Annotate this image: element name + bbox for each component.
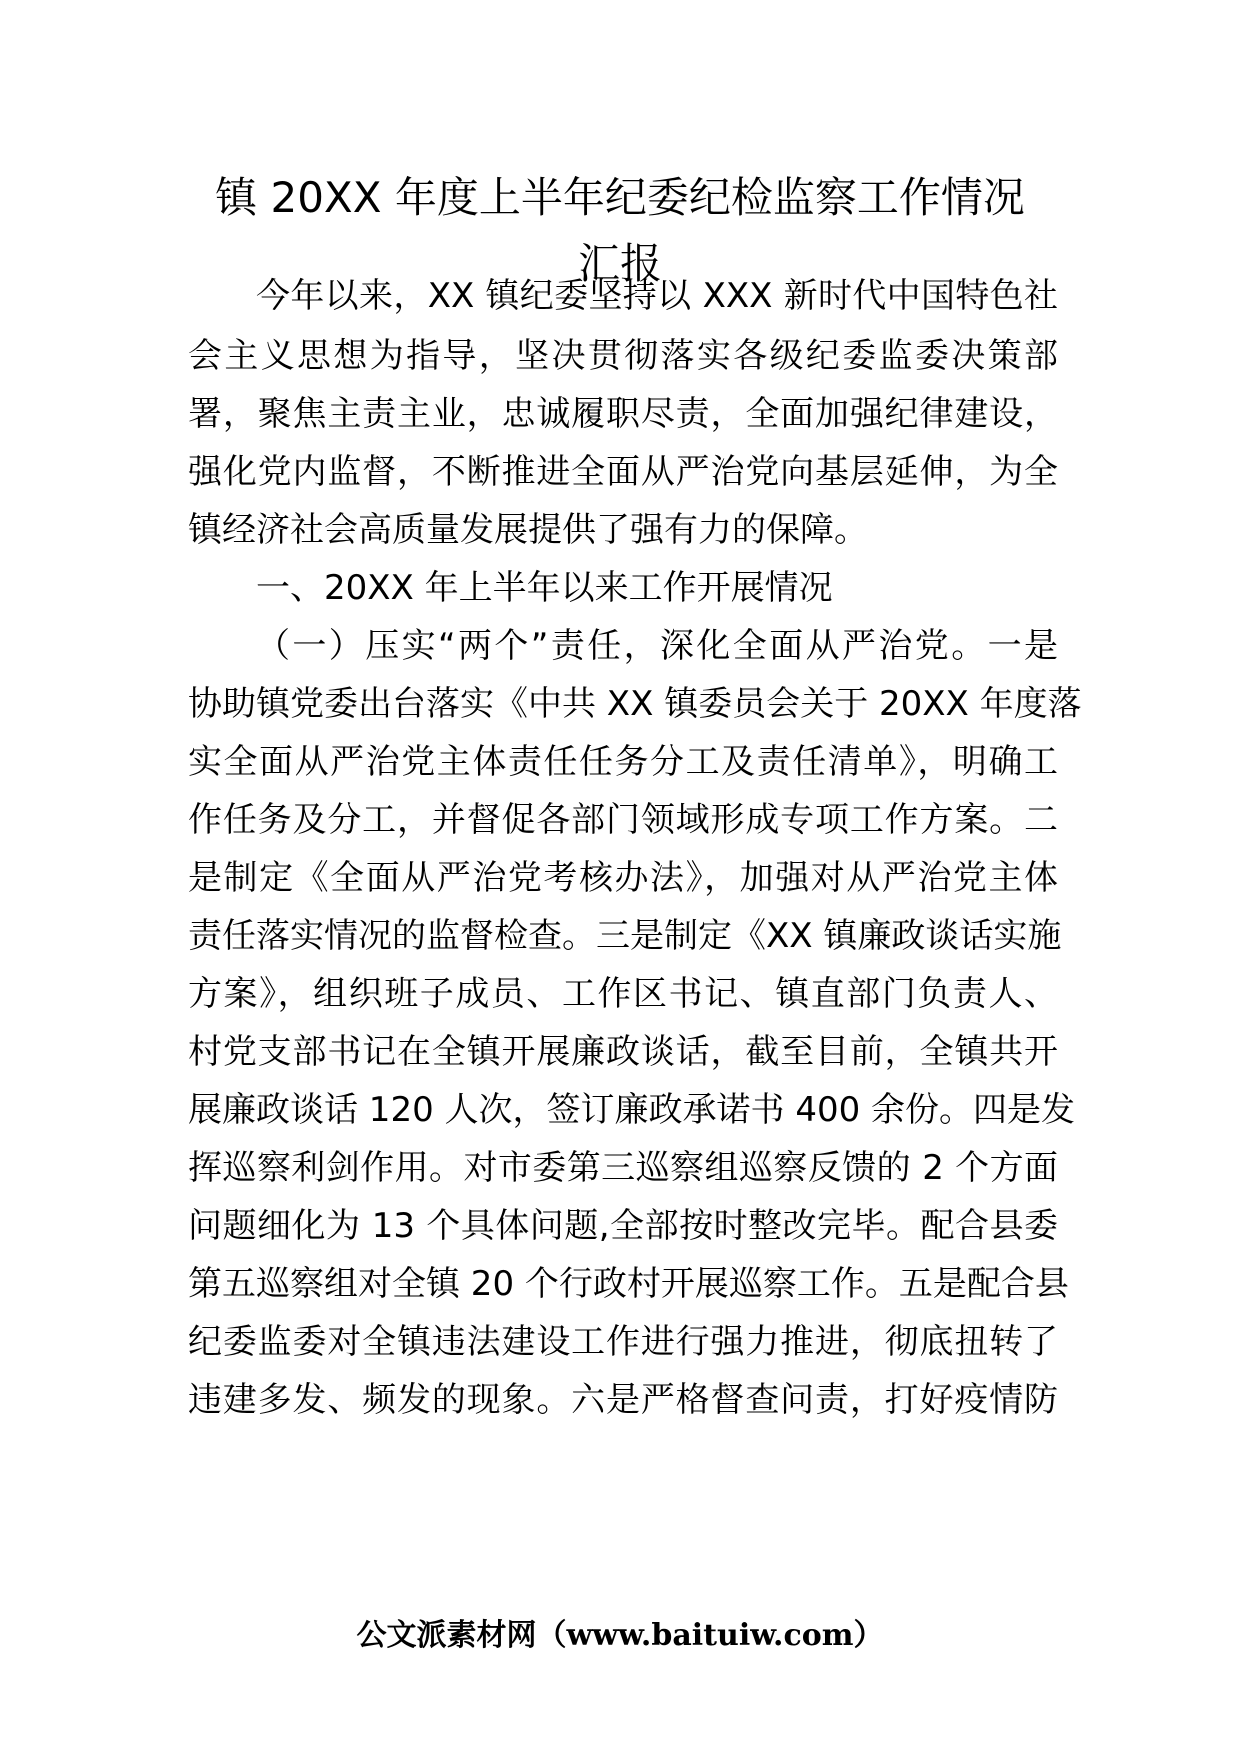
body-line: 是制定《全面从严治党考核办法》，加强对从严治党主体 <box>188 858 1058 898</box>
body-line: 村党支部书记在全镇开展廉政谈话，截至目前，全镇共开 <box>188 1032 1058 1072</box>
footer-watermark: 公文派素材网（www.baituiw.com） <box>356 1618 884 1653</box>
body-line: 作任务及分工，并督促各部门领域形成专项工作方案。二 <box>188 800 1058 840</box>
body-line: 强化党内监督，不断推进全面从严治党向基层延伸，为全 <box>188 452 1058 492</box>
body-line: 方案》，组织班子成员、工作区书记、镇直部门负责人、 <box>188 974 1058 1014</box>
document-title-line-2: 汇报 <box>577 239 662 288</box>
body-line: 镇经济社会高质量发展提供了强有力的保障。 <box>188 510 868 550</box>
body-line: 问题细化为 13 个具体问题,全部按时整改完毕。配合县委 <box>188 1206 1058 1246</box>
body-line: 会主义思想为指导，坚决贯彻落实各级纪委监委决策部 <box>188 336 1058 376</box>
body-line: 违建多发、频发的现象。六是严格督查问责，打好疫情防 <box>188 1380 1058 1420</box>
body-line: 挥巡察利剑作用。对市委第三巡察组巡察反馈的 2 个方面 <box>188 1148 1058 1188</box>
body-line: 纪委监委对全镇违法建设工作进行强力推进，彻底扭转了 <box>188 1322 1058 1362</box>
body-line: （一）压实“两个”责任，深化全面从严治党。一是 <box>256 626 1058 666</box>
body-line: 展廉政谈话 120 人次，签订廉政承诺书 400 余份。四是发 <box>188 1090 1076 1130</box>
body-line: 今年以来，XX 镇纪委坚持以 XXX 新时代中国特色社 <box>256 276 1058 316</box>
body-line: 实全面从严治党主体责任任务分工及责任清单》，明确工 <box>188 742 1058 782</box>
body-line: 责任落实情况的监督检查。三是制定《XX 镇廉政谈话实施 <box>188 916 1062 956</box>
document-title-line-1: 镇 20XX 年度上半年纪委纪检监察工作情况 <box>215 173 1025 222</box>
body-line: 协助镇党委出台落实《中共 XX 镇委员会关于 20XX 年度落 <box>188 684 1082 724</box>
body-line: 署，聚焦主责主业，忠诚履职尽责，全面加强纪律建设， <box>188 394 1058 434</box>
body-line: 第五巡察组对全镇 20 个行政村开展巡察工作。五是配合县 <box>188 1264 1069 1304</box>
section-heading: 一、20XX 年上半年以来工作开展情况 <box>256 568 833 608</box>
